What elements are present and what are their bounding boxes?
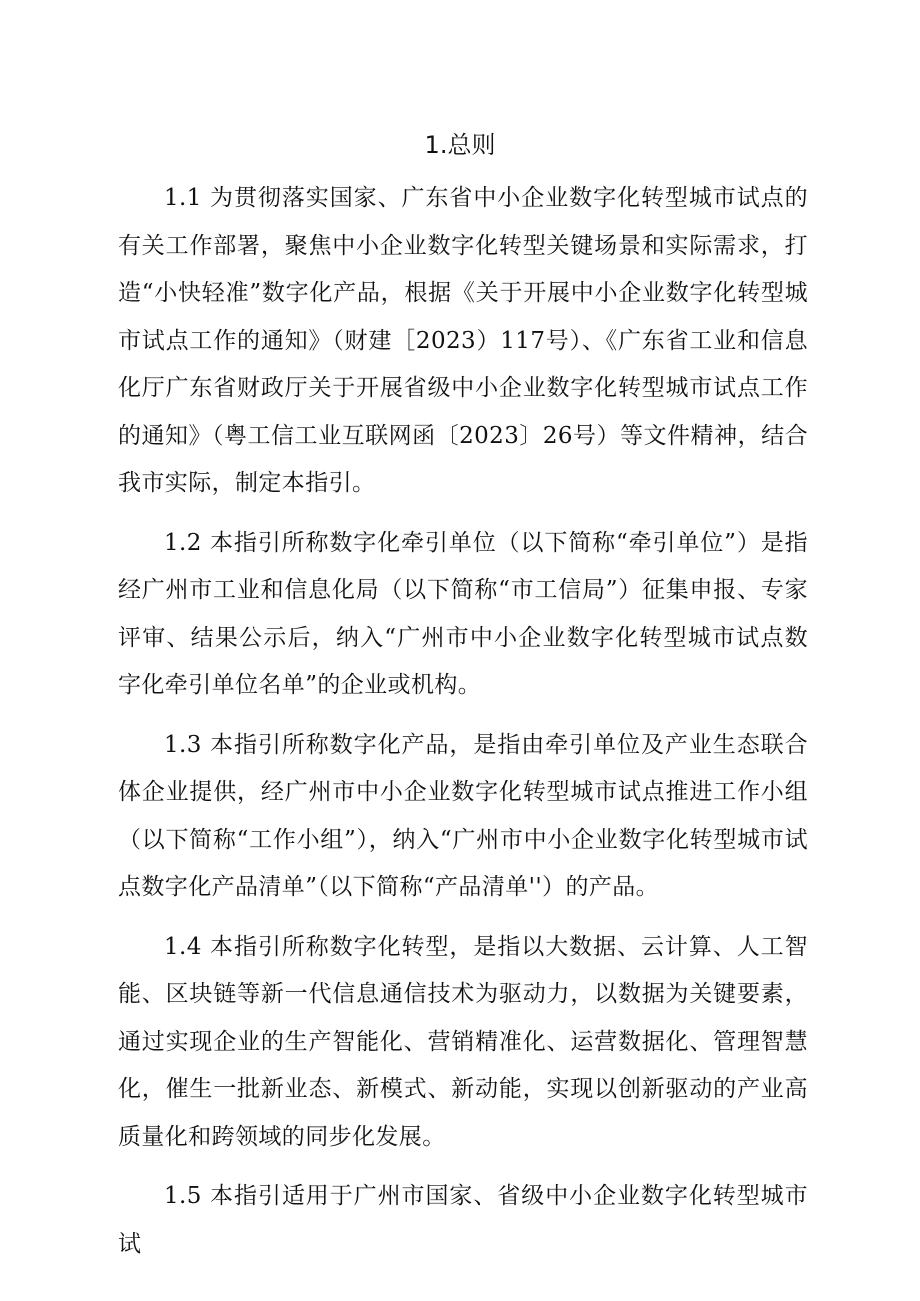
paragraph-1-5: 1.5 本指引适用于广州市国家、省级中小企业数字化转型城市试: [118, 1183, 808, 1257]
paragraph-1-4: 1.4 本指引所称数字化转型，是指以大数据、云计算、人工智能、区块链等新一代信息通信技术为驱动力，以数据为关键要素，通过实现企业的生产智能化、营销精准化、运营数据化、管理智慧化，催生一批新业态、新模式、新动能，实现以创新驱动的产业高质量化和跨领域的同步化发展。: [118, 933, 808, 1150]
paragraph-1-2: 1.2 本指引所称数字化牵引单位（以下简称“牵引单位”）是指经广州市工业和信息化局（以下简称“市工信局”）征集申报、专家评审、结果公示后，纳入“广州市中小企业数字化转型城市试点数字化牵引单位名单”的企业或机构。: [118, 529, 808, 698]
document-body: [118, 175, 808, 1280]
paragraph-1-1: 1.1 为贯彻落实国家、广东省中小企业数字化转型城市试点的有关工作部署，聚焦中小企业数字化转型关键场景和实际需求，打造“小快轻准”数字化产品，根据《关于开展中小企业数字化转型城市试点工作的通知》（财建［2023）117号）、《广东省工业和信息化厅广东省财政厅关于开展省级中小企业数字化转型城市试点工作的通知》（粤工信工业互联网函〔2023〕26号）等文件精神，结合我市实际，制定本指引。: [118, 185, 808, 496]
paragraph-1-3: 1.3 本指引所称数字化产品，是指由牵引单位及产业生态联合体企业提供，经广州市中小企业数字化转型城市试点推进工作小组（以下简称“工作小组”），纳入“广州市中小企业数字化转型城市试点数字化产品清单”（以下简称“产品清单''）的产品。: [118, 731, 808, 900]
section-title: 1.总则: [424, 131, 496, 159]
